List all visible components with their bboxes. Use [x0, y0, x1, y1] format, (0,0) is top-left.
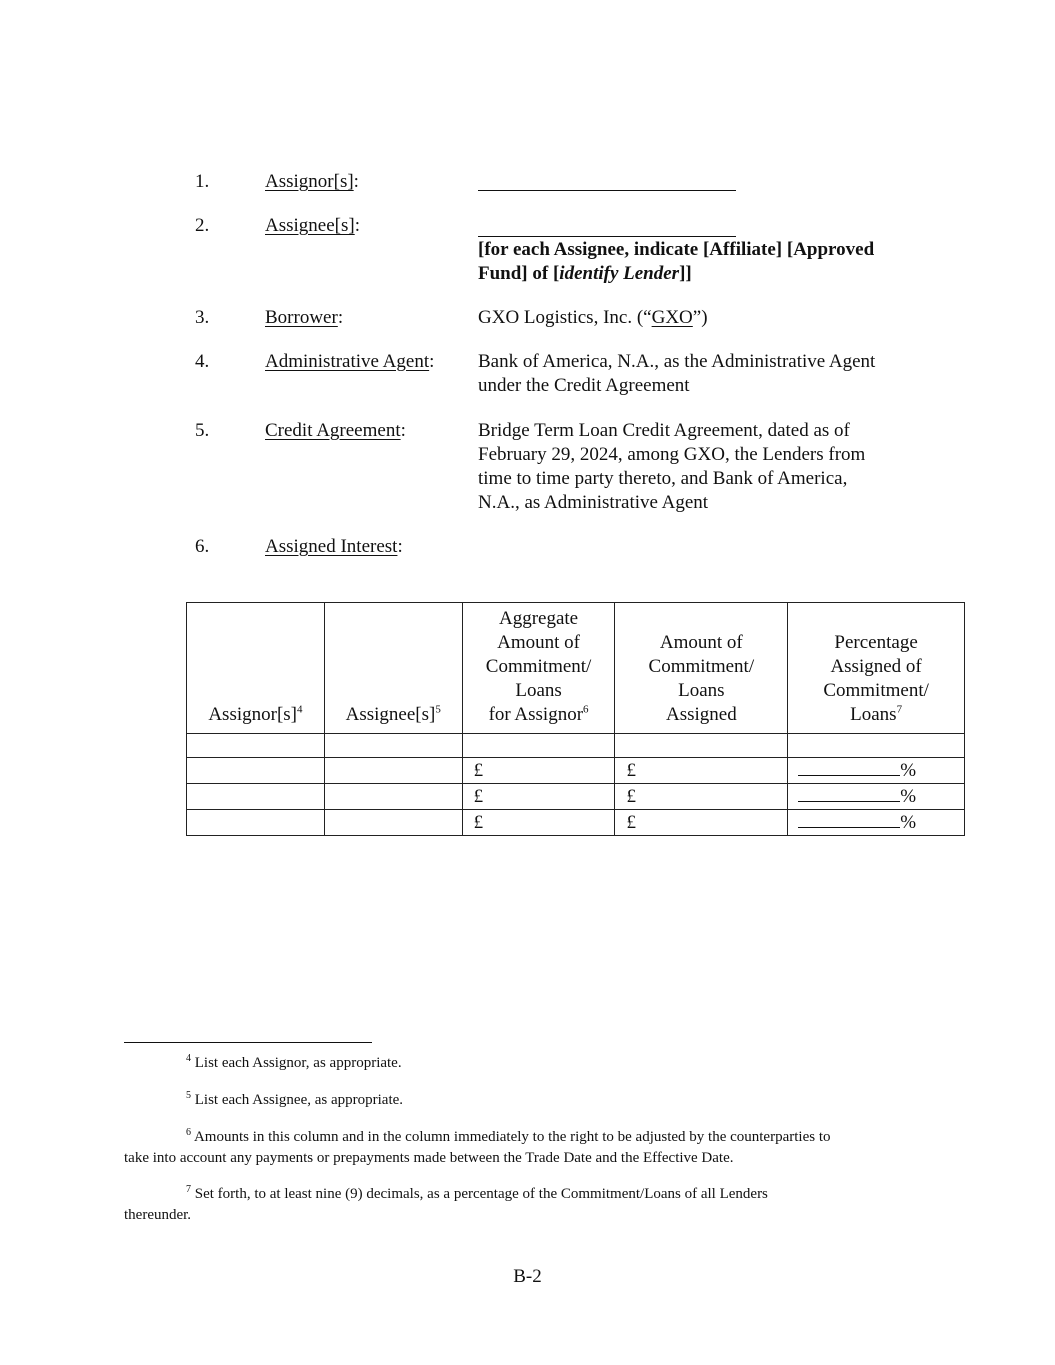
table-cell	[324, 784, 462, 810]
item-5-number: 5.	[195, 420, 210, 441]
table-cell	[615, 734, 788, 758]
footnote-4: $^4$ List each Assignor, as appropriate.	[186, 1053, 402, 1071]
table-row	[187, 784, 965, 810]
page-number: B-2	[513, 1266, 542, 1287]
assignor-blank-line	[478, 190, 736, 191]
assignee-blank-line	[478, 236, 736, 237]
table-cell	[187, 784, 325, 810]
currency-cell: £	[615, 810, 788, 836]
assignee-note-line1: [for each Assignee, indicate [Affiliate] [Approved	[478, 239, 875, 260]
admin-agent-line2: under the Credit Agreement	[478, 375, 690, 396]
currency-cell: £	[615, 758, 788, 784]
header-amount-assigned: Amount of Commitment/ Loans Assigned	[615, 603, 788, 734]
credit-agreement-line1: Bridge Term Loan Credit Agreement, dated as of	[478, 420, 850, 441]
item-3-label: Borrower:	[265, 307, 344, 328]
item-6-number: 6.	[195, 536, 210, 557]
percent-cell: %	[788, 784, 965, 810]
footnote-6-line2: take into account any payments or prepayments made between the Trade Date and the Effective Date.	[124, 1150, 734, 1166]
table-row	[187, 734, 965, 758]
table-cell	[187, 810, 325, 836]
item-3-number: 3.	[195, 307, 210, 328]
header-percentage-assigned: Percentage Assigned of Commitment/ Loans$^7$	[788, 603, 965, 734]
header-assignor: $Assignor[s]^4$	[187, 603, 325, 734]
item-2-label: Assignee[s]:	[265, 215, 360, 236]
currency-cell: £	[462, 810, 615, 836]
currency-cell: £	[462, 758, 615, 784]
table-row	[187, 810, 965, 836]
table-cell	[187, 734, 325, 758]
item-4-number: 4.	[195, 351, 210, 372]
footnote-separator	[124, 1042, 372, 1043]
item-4-label: Administrative Agent:	[265, 351, 435, 372]
assignee-note-line2: Fund] of [identify Lender]]	[478, 263, 692, 284]
item-5-label: Credit Agreement:	[265, 420, 406, 441]
footnote-5: $^5$ List each Assignee, as appropriate.	[186, 1090, 404, 1108]
item-6-label: Assigned Interest:	[265, 536, 403, 557]
borrower-value: GXO Logistics, Inc. (“GXO”)	[478, 307, 708, 328]
table-header-row	[187, 603, 965, 734]
credit-agreement-line2: February 29, 2024, among GXO, the Lenders from	[478, 444, 866, 465]
footnote-7-line1: $^7$ Set forth, to at least nine (9) decimals, as a percentage of the Commitment/Loans of all Lenders	[186, 1184, 768, 1202]
table-cell	[324, 810, 462, 836]
item-2-number: 2.	[195, 215, 210, 236]
footnote-7-line2: thereunder.	[124, 1207, 192, 1223]
percent-cell: %	[788, 758, 965, 784]
header-assignee: $Assignee[s]^5$	[324, 603, 462, 734]
item-1-label: Assignor[s]:	[265, 171, 359, 192]
table-cell	[788, 734, 965, 758]
credit-agreement-line3: time to time party thereto, and Bank of America,	[478, 468, 848, 489]
currency-cell: £	[615, 784, 788, 810]
table-cell	[324, 758, 462, 784]
admin-agent-line1: Bank of America, N.A., as the Administrative Agent	[478, 351, 876, 372]
footnote-6-line1: $^6$ Amounts in this column and in the column immediately to the right to be adjusted by the counterparties to	[186, 1127, 831, 1145]
assigned-interest-table	[186, 602, 965, 836]
item-1-number: 1.	[195, 171, 210, 192]
header-aggregate-amount: Aggregate Amount of Commitment/ Loans for Assignor$^6$	[462, 603, 615, 734]
table-cell	[462, 734, 615, 758]
currency-cell: £	[462, 784, 615, 810]
table-cell	[187, 758, 325, 784]
credit-agreement-line4: N.A., as Administrative Agent	[478, 492, 709, 513]
percent-cell: %	[788, 810, 965, 836]
table-cell	[324, 734, 462, 758]
table-row	[187, 758, 965, 784]
